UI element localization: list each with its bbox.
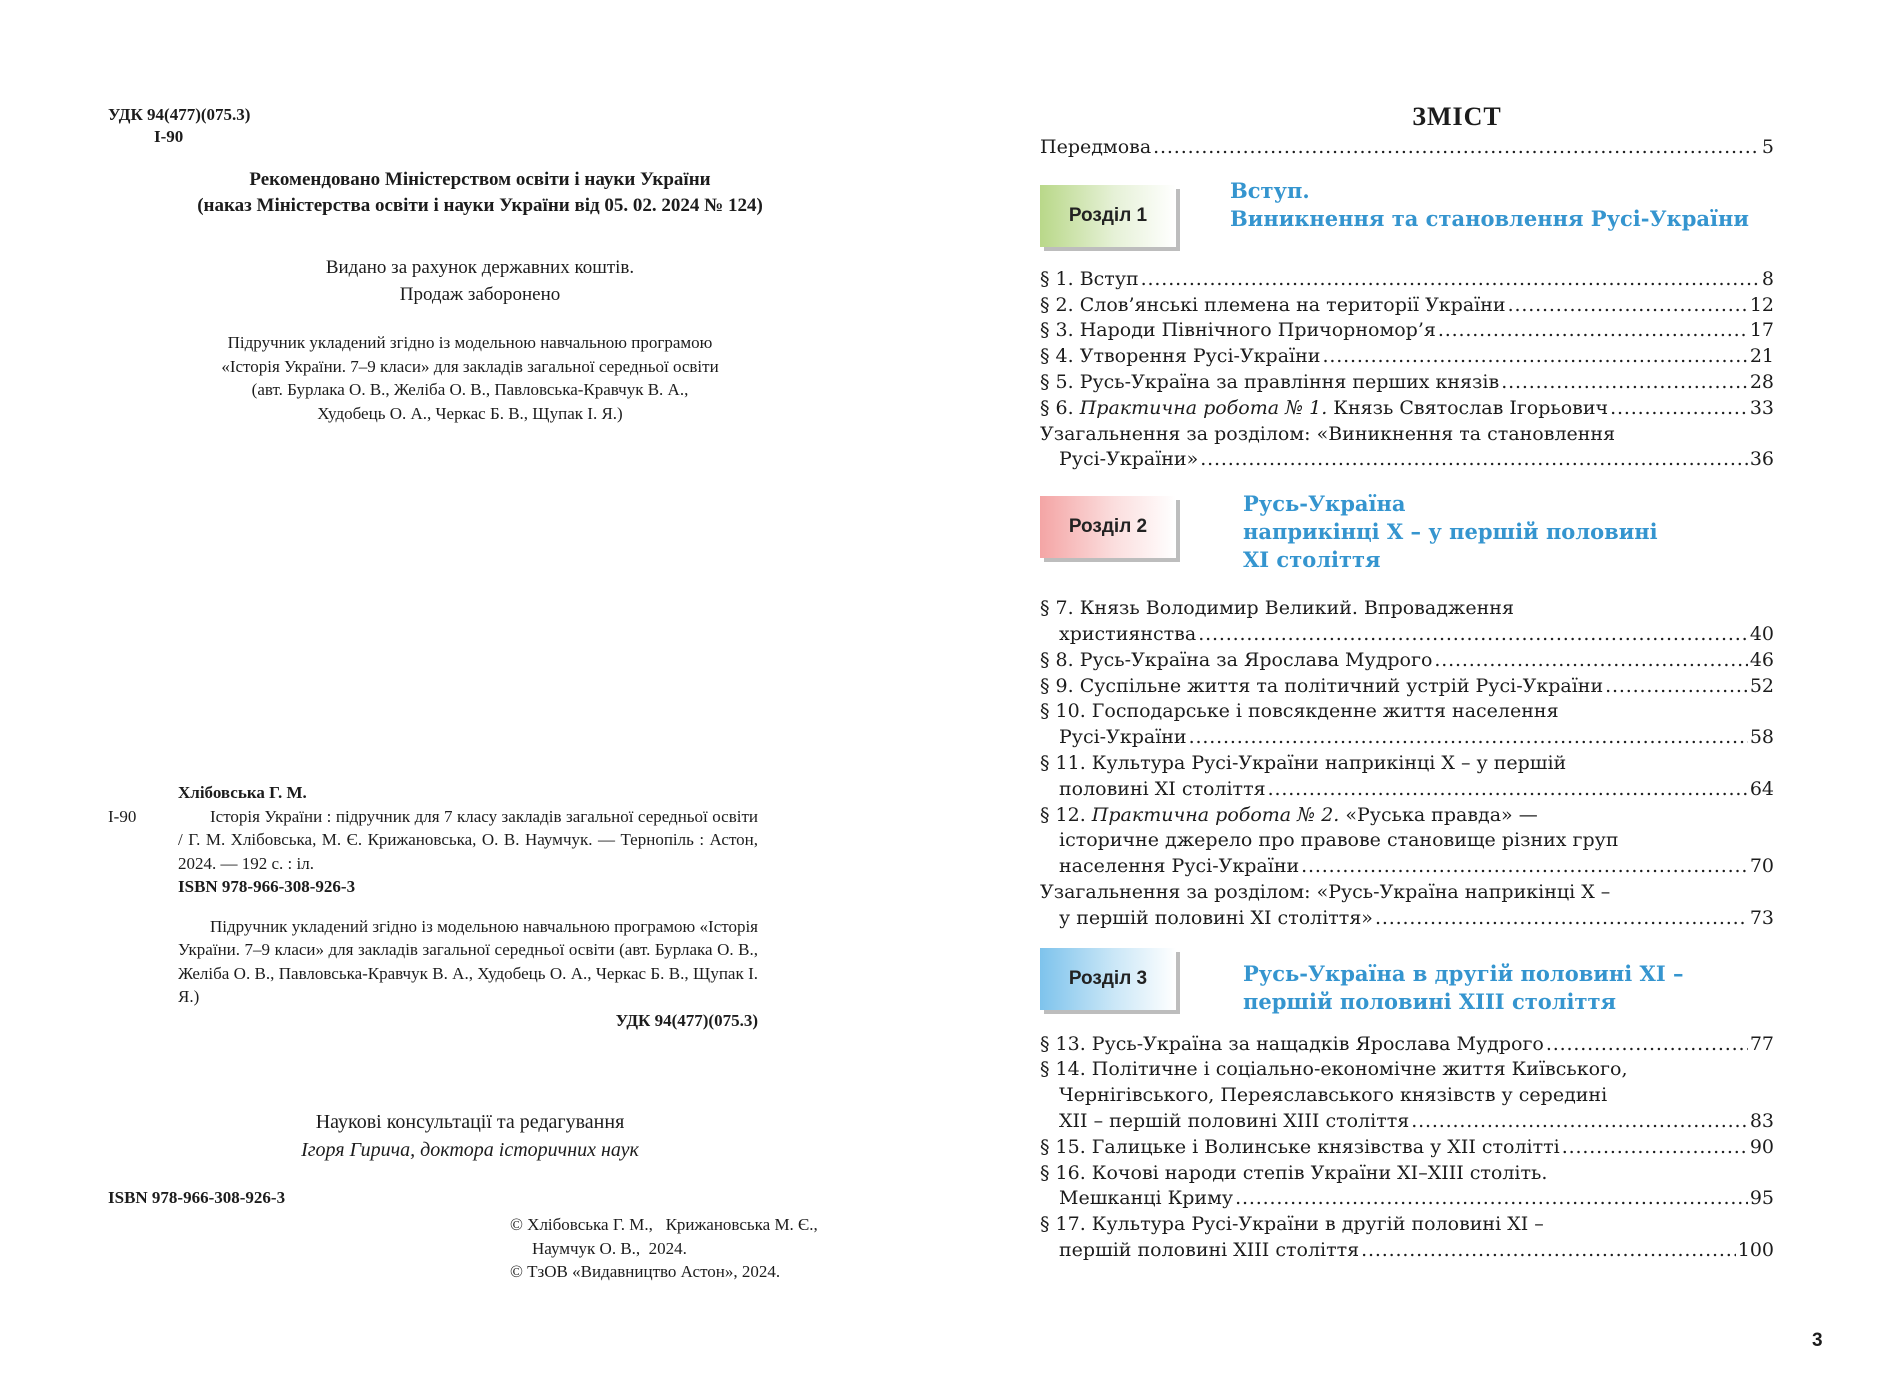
section-title-line: Вступ. <box>1230 177 1310 203</box>
toc-entry-title: християнства <box>1059 622 1197 645</box>
leader-dots <box>1508 293 1748 319</box>
toc-entry-page: 90 <box>1749 1135 1774 1158</box>
leader-dots <box>1411 1109 1748 1135</box>
toc-entry-page: 52 <box>1749 674 1774 697</box>
right-page-contents <box>952 0 1904 1400</box>
catalog-code-left: І-90 <box>108 806 137 826</box>
copyright-authors-cont: Наумчук О. В., 2024. <box>532 1238 687 1258</box>
toc-entry[interactable] <box>1040 370 1774 396</box>
section-title-line: Виникнення та становлення Русі-України <box>1230 205 1749 231</box>
leader-dots <box>1361 1238 1736 1264</box>
toc-entry-page: 77 <box>1749 1032 1774 1055</box>
section-title-1 <box>1230 177 1749 233</box>
section-title-2 <box>1243 490 1658 574</box>
program-line: Підручник укладений згідно із модельною навчальною програмою <box>227 333 713 352</box>
toc-entry-title: § 13. Русь-Україна за нащадків Ярослава Мудрого <box>1040 1032 1544 1055</box>
toc-entry-line[interactable]: Узагальнення за розділом: «Виникнення та становлення <box>1040 422 1616 445</box>
catalog-description-row <box>108 805 758 876</box>
program-note <box>160 331 780 425</box>
toc-entry-title: § 5. Русь-Україна за правління перших князів <box>1040 370 1500 393</box>
section-title-line: наприкінці Х – у першій половині <box>1243 519 1658 545</box>
leader-dots <box>1235 1186 1748 1212</box>
toc-entry-page: 5 <box>1761 136 1774 158</box>
toc-entry[interactable] <box>1040 1135 1774 1161</box>
catalog-isbn: ISBN 978-966-308-926-3 <box>178 877 356 896</box>
toc-entry-title: половині ХІ століття <box>1059 777 1266 800</box>
toc-entry-number: § 6. <box>1040 396 1080 419</box>
table-of-contents <box>1040 135 1774 1264</box>
toc-entry-line[interactable] <box>1040 803 1774 829</box>
toc-entry-page: 12 <box>1749 293 1774 316</box>
toc-entry-page: 64 <box>1749 777 1774 800</box>
leader-dots <box>1546 1032 1748 1058</box>
program-line: «Історія України. 7–9 класи» для закладів загальної середньої освіти <box>221 356 719 376</box>
catalog-author: Хлібовська Г. М. <box>178 783 307 802</box>
section-header-2 <box>1040 488 1774 580</box>
toc-entry-line[interactable]: § 11. Культура Русі-України наприкінці Х – у першій <box>1040 751 1567 774</box>
funding-note <box>120 254 840 308</box>
toc-entry-title: Русі-України <box>1059 726 1187 749</box>
practical-work-label: Практична робота № 1. <box>1079 396 1328 419</box>
leader-dots <box>1375 906 1748 932</box>
practical-work-label: Практична робота № 2. <box>1091 803 1340 826</box>
toc-entry-page: 83 <box>1749 1109 1774 1132</box>
page-number: 3 <box>1812 1330 1823 1351</box>
toc-entry-title: населення Русі-України <box>1059 855 1300 878</box>
ministry-recommendation <box>120 167 840 219</box>
toc-entry-page: 21 <box>1749 345 1774 368</box>
contents-title: ЗМІСТ <box>1412 102 1502 131</box>
section-title-line: Русь-Україна <box>1243 491 1406 517</box>
program-line: Худобець О. А., Черкас Б. В., Щупак І. Я.) <box>317 403 623 423</box>
leader-dots <box>1301 854 1748 880</box>
recommend-order-line: (наказ Міністерства освіти і науки України від 05. 02. 2024 № 124) <box>197 195 763 216</box>
toc-entry[interactable] <box>1040 318 1774 344</box>
toc-entry-line[interactable]: § 10. Господарське і повсякденне життя населення <box>1040 700 1559 723</box>
toc-entry-page: 58 <box>1749 726 1774 749</box>
section-title-3 <box>1243 960 1683 1016</box>
udk-header <box>108 104 250 148</box>
toc-entry-title: ХІІ – першій половині ХІІІ століття <box>1059 1109 1410 1132</box>
section-badge-2: Розділ 2 <box>1040 496 1176 558</box>
section-title-line: першій половині ХІІІ століття <box>1243 988 1617 1014</box>
leader-dots <box>1268 777 1748 803</box>
toc-entry-text: Князь Святослав Ігорьович <box>1327 396 1609 419</box>
toc-entry[interactable] <box>1040 854 1774 880</box>
leader-dots <box>1153 135 1760 161</box>
toc-entry-title: § 1. Вступ <box>1040 267 1139 290</box>
funding-line: Видано за рахунок державних коштів. <box>325 257 635 278</box>
leader-dots <box>1501 370 1748 396</box>
toc-entry-number: § 12. <box>1040 803 1092 826</box>
toc-entry-page: 100 <box>1737 1238 1774 1261</box>
toc-entry[interactable] <box>1040 1032 1774 1058</box>
consult-editor: Ігоря Гирича, доктора історичних наук <box>301 1139 639 1161</box>
toc-entry-title: § 9. Суспільне життя та політичний устрій Русі-України <box>1040 674 1604 697</box>
program-line: (авт. Бурлака О. В., Желіба О. В., Павловська-Кравчук В. А., <box>251 380 689 399</box>
section-badge-3: Розділ 3 <box>1040 948 1176 1010</box>
toc-entry-page: 28 <box>1749 370 1774 393</box>
toc-entry[interactable] <box>1040 344 1774 370</box>
toc-entry[interactable] <box>1040 267 1774 293</box>
consult-line: Наукові консультації та редагування <box>315 1111 625 1133</box>
section-title-line: Русь-Україна в другій половині ХІ – <box>1243 960 1684 986</box>
toc-entry[interactable] <box>1040 906 1774 932</box>
toc-entry[interactable] <box>1040 648 1774 674</box>
toc-entry-title: Мешканці Криму <box>1059 1187 1234 1210</box>
section-badge-1: Розділ 1 <box>1040 185 1176 247</box>
catalog-program: Підручник укладений згідно із модельною навчальною програмою «Історія України. 7–9 класи» для закладів загальної середньої освіти (авт. Бурлака О. В., Желіба О. В., Павловська-Кравчук В. А., Худобець О. А., Черкас Б. В., Щупак І. Я.) <box>178 916 758 1006</box>
catalog-description: Історія України : підручник для 7 класу закладів загальної середньої освіти / Г. М. Хлібовська, М. Є. Крижановська, О. В. Наумчук. — Тернопіль : Астон, 2024. — 192 с. : іл. <box>178 806 758 873</box>
toc-entry-line[interactable]: § 7. Князь Володимир Великий. Впровадження <box>1040 597 1514 620</box>
toc-entry-page: 70 <box>1749 855 1774 878</box>
leader-dots <box>1198 622 1748 648</box>
toc-entry-line[interactable]: історичне джерело про правове становище різних груп <box>1059 829 1619 852</box>
recommend-line: Рекомендовано Міністерством освіти і науки України <box>249 169 711 190</box>
bibliographic-record <box>108 781 758 1032</box>
toc-entry[interactable] <box>1040 396 1774 422</box>
section-title-line: ХІ століття <box>1243 547 1381 573</box>
leader-dots <box>1434 648 1747 674</box>
toc-entry-title: § 3. Народи Північного Причорномор’я <box>1040 319 1436 342</box>
toc-entry-page: 46 <box>1749 648 1774 671</box>
toc-entry-text: «Руська правда» — <box>1339 803 1538 826</box>
udk-code: УДК 94(477)(075.3) <box>108 105 251 124</box>
toc-entry[interactable] <box>1040 1238 1774 1264</box>
toc-entry-title: § 8. Русь-Україна за Ярослава Мудрого <box>1040 648 1433 671</box>
isbn-bottom: ISBN 978-966-308-926-3 <box>108 1188 286 1207</box>
toc-entry[interactable] <box>1040 674 1774 700</box>
sale-prohibited-line: Продаж заборонено <box>399 284 561 305</box>
toc-entry-line[interactable]: § 16. Кочові народи степів України ХІ–ХІІІ століть. <box>1040 1161 1548 1184</box>
toc-entry-page: 33 <box>1749 396 1774 419</box>
toc-entry-page: 95 <box>1749 1187 1774 1210</box>
toc-entry[interactable] <box>1040 1186 1774 1212</box>
toc-entry-title: Русі-України» <box>1059 448 1199 471</box>
toc-entry[interactable] <box>1040 135 1774 161</box>
copyright-publisher: © ТзОВ «Видавництво Астон», 2024. <box>510 1262 781 1281</box>
toc-entry-line[interactable]: § 17. Культура Русі-України в другій половині ХІ – <box>1040 1213 1544 1236</box>
toc-entry-title: у першій половині ХІ століття» <box>1059 906 1373 929</box>
section-header-1 <box>1040 177 1774 247</box>
toc-entry[interactable] <box>1040 447 1774 473</box>
toc-entry[interactable] <box>1040 622 1774 648</box>
copyright-authors: © Хлібовська Г. М., Крижановська М. Є., <box>510 1215 818 1234</box>
leader-dots <box>1605 674 1748 700</box>
leader-dots <box>1141 267 1760 293</box>
toc-entry-title <box>1040 396 1608 422</box>
toc-entry-line[interactable]: § 14. Політичне і соціально-економічне життя Київського, <box>1040 1058 1628 1081</box>
leader-dots <box>1200 447 1748 473</box>
toc-entry-title: § 2. Слов’янські племена на території України <box>1040 293 1506 316</box>
toc-entry-page: 8 <box>1761 267 1774 290</box>
leader-dots <box>1189 725 1748 751</box>
leader-dots <box>1438 318 1748 344</box>
catalog-udk: УДК 94(477)(075.3) <box>615 1010 758 1030</box>
toc-entry-title: § 4. Утворення Русі-України <box>1040 345 1321 368</box>
catalog-code: І-90 <box>154 127 184 146</box>
leader-dots <box>1610 396 1748 422</box>
toc-entry[interactable] <box>1040 1109 1774 1135</box>
copyright-block <box>510 1213 818 1284</box>
toc-entry[interactable] <box>1040 777 1774 803</box>
toc-entry-line[interactable]: Узагальнення за розділом: «Русь-Україна наприкінці Х – <box>1040 880 1611 903</box>
leader-dots <box>1322 344 1747 370</box>
toc-entry[interactable] <box>1040 725 1774 751</box>
section-header-3 <box>1040 940 1774 1014</box>
toc-entry-title: Передмова <box>1040 136 1152 158</box>
toc-entry-page: 17 <box>1749 319 1774 342</box>
toc-entry-page: 40 <box>1749 622 1774 645</box>
toc-entry-title: першій половині ХІІІ століття <box>1059 1238 1360 1261</box>
scientific-consultation <box>160 1108 780 1164</box>
toc-entry-line[interactable]: Чернігівського, Переяславського князівств у середині <box>1059 1084 1608 1107</box>
toc-entry-page: 36 <box>1749 448 1774 471</box>
leader-dots <box>1562 1135 1748 1161</box>
toc-entry[interactable] <box>1040 293 1774 319</box>
toc-entry-title: § 15. Галицьке і Волинське князівства у ХІІ столітті <box>1040 1135 1560 1158</box>
toc-entry-page: 73 <box>1749 906 1774 929</box>
